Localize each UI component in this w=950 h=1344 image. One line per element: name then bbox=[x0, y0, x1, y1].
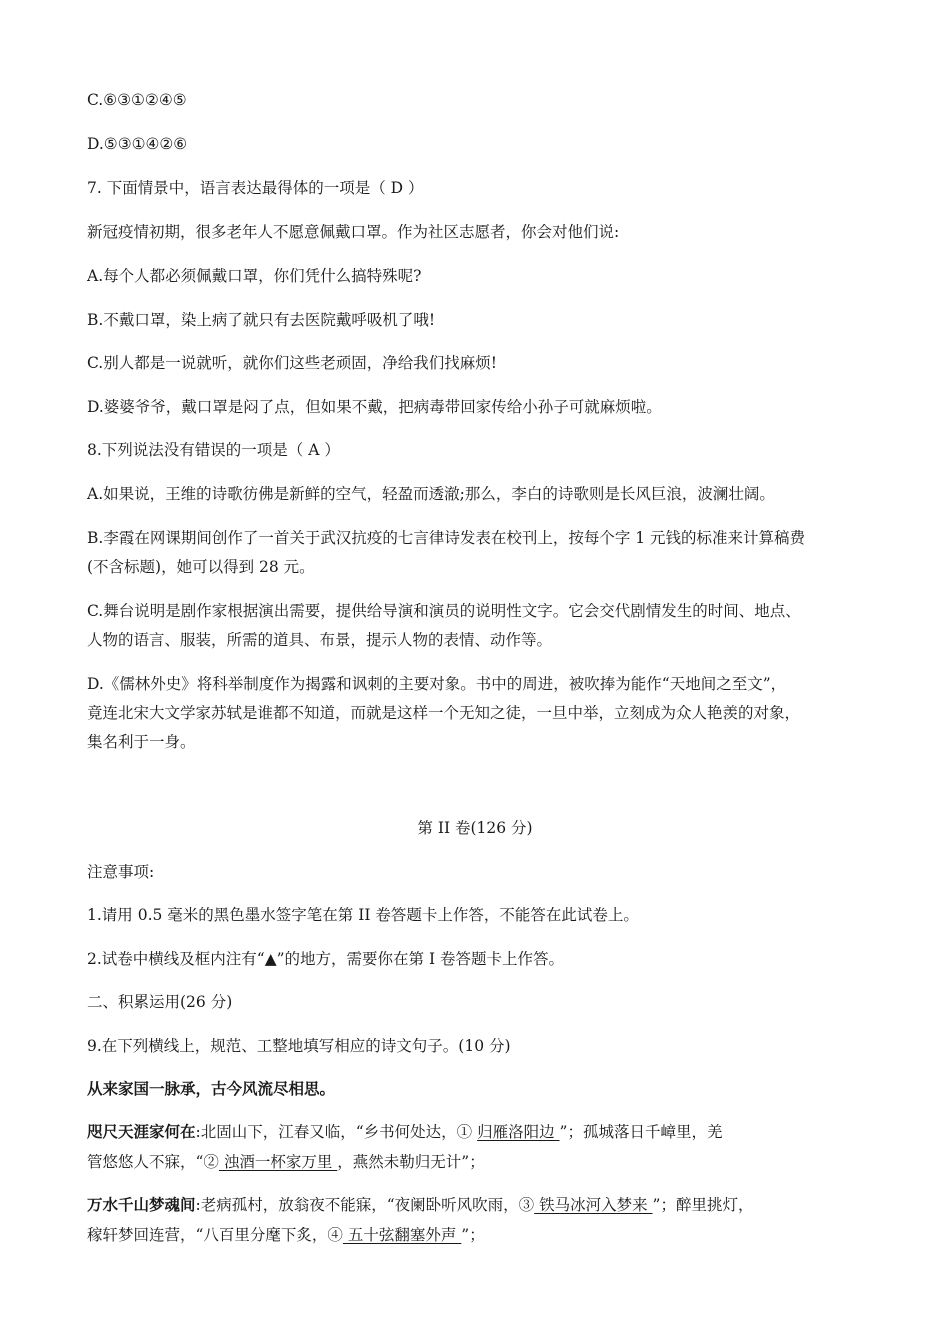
q7-option-d: D.婆婆爷爷，戴口罩是闷了点，但如果不戴，把病毒带回家传给小孙子可就麻烦啦。 bbox=[87, 398, 662, 416]
q8-option-d-line1: D.《儒林外史》将科举制度作为揭露和讽刺的主要对象。书中的周进，被吹捧为能作“天地间之至文”， bbox=[87, 675, 787, 693]
q8-option-c-line1: C.舞台说明是剧作家根据演出需要，提供给导演和演员的说明性文字。它会交代剧情发生的时间、地点、 bbox=[87, 602, 801, 620]
paragraph-1-heading: 咫尺天涯家何在 bbox=[87, 1122, 196, 1141]
answer-blank-1: 归雁洛阳边 bbox=[477, 1123, 560, 1141]
q8-option-b-line2: (不含标题)，她可以得到 28 元。 bbox=[87, 558, 315, 576]
q7-option-c: C.别人都是一说就听，就你们这些老顽固，净给我们找麻烦! bbox=[87, 354, 497, 372]
q7-option-a: A.每个人都必须佩戴口罩，你们凭什么搞特殊呢? bbox=[87, 267, 422, 285]
part2-title: 第 II 卷(126 分) bbox=[417, 819, 533, 837]
note-2: 2.试卷中横线及框内注有“▲”的地方，需要你在第 I 卷答题卡上作答。 bbox=[87, 950, 565, 968]
q8-option-b-line1: B.李霞在网课期间创作了一首关于武汉抗疫的七言律诗发表在校刊上，按每个字 1 元钱的标准来计算稿费 bbox=[87, 529, 806, 547]
q6-option-c: C.⑥③①②④⑤ bbox=[87, 91, 187, 109]
q8-stem: 8.下列说法没有错误的一项是（ A ） bbox=[87, 441, 340, 459]
poem-paragraph-1: 咫尺天涯家何在:北固山下，江春又临，“乡书何处达，① 归雁洛阳边 ”；孤城落日千嶂里，羌 管悠悠人不寐，“② 浊酒一杯家万里 ，燕然未勒归无计”； bbox=[87, 1122, 723, 1171]
q8-option-d-line2: 竟连北宋大文学家苏轼是谁都不知道，而就是这样一个无知之徒，一旦中举，立刻成为众人艳羡的对象， bbox=[87, 704, 801, 722]
q7-option-b: B.不戴口罩，染上病了就只有去医院戴呼吸机了哦! bbox=[87, 311, 436, 329]
q9-theme: 从来家国一脉承，古今风流尽相思。 bbox=[87, 1079, 336, 1098]
answer-blank-2: 浊酒一杯家万里 bbox=[218, 1153, 338, 1171]
q9-stem: 9.在下列横线上，规范、工整地填写相应的诗文句子。(10 分) bbox=[87, 1037, 511, 1055]
note-1: 1.请用 0.5 毫米的黑色墨水签字笔在第 II 卷答题卡上作答，不能答在此试卷上。 bbox=[87, 906, 639, 924]
q7-stem: 7. 下面情景中，语言表达最得体的一项是（ D ） bbox=[87, 179, 424, 197]
q8-option-a: A.如果说，王维的诗歌彷佛是新鲜的空气，轻盈而透澈;那么，李白的诗歌则是长风巨浪，波澜壮阔。 bbox=[87, 485, 775, 503]
q8-option-c-line2: 人物的语言、服装，所需的道具、布景，提示人物的表情、动作等。 bbox=[87, 631, 553, 649]
answer-blank-4: 五十弦翻塞外声 bbox=[342, 1226, 462, 1244]
paragraph-2-heading: 万水千山梦魂间 bbox=[87, 1195, 196, 1214]
poem-paragraph-2: 万水千山梦魂间:老病孤村，放翁夜不能寐，“夜阑卧听风吹雨，③ 铁马冰河入梦来 ”；醉里挑灯， 稼轩梦回连营，“八百里分麾下炙，④ 五十弦翻塞外声 ”； bbox=[87, 1195, 754, 1244]
answer-blank-3: 铁马冰河入梦来 bbox=[534, 1196, 653, 1214]
notes-label: 注意事项: bbox=[87, 863, 155, 881]
q8-option-d-line3: 集名利于一身。 bbox=[87, 733, 196, 751]
q7-context: 新冠疫情初期，很多老年人不愿意佩戴口罩。作为社区志愿者，你会对他们说: bbox=[87, 223, 620, 241]
section-heading: 二、积累运用(26 分) bbox=[87, 993, 233, 1011]
q6-option-d: D.⑤③①④②⑥ bbox=[87, 135, 188, 153]
